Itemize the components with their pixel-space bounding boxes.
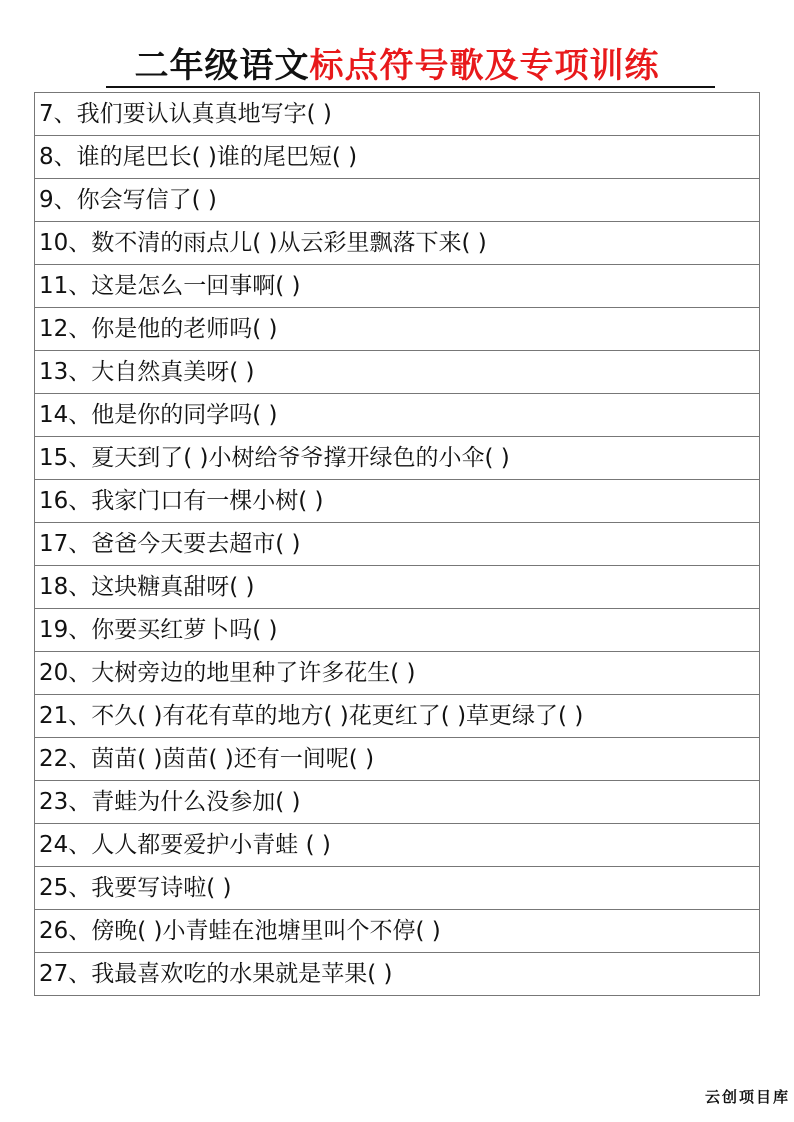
- table-row: [35, 824, 760, 867]
- table-row: [35, 437, 760, 480]
- table-row: [35, 695, 760, 738]
- exercise-item: 19、你要买红萝卜吗( ): [35, 609, 760, 652]
- exercise-table: [34, 92, 760, 996]
- table-row: [35, 136, 760, 179]
- exercise-item: 27、我最喜欢吃的水果就是苹果( ): [35, 953, 760, 996]
- table-row: [35, 953, 760, 996]
- table-row: [35, 394, 760, 437]
- table-row: [35, 523, 760, 566]
- exercise-item: 17、爸爸今天要去超市( ): [35, 523, 760, 566]
- exercise-item: 24、人人都要爱护小青蛙 ( ): [35, 824, 760, 867]
- table-row: [35, 351, 760, 394]
- exercise-item: 7、我们要认认真真地写字( ): [35, 93, 760, 136]
- watermark-text: 云创项目库: [704, 1088, 790, 1106]
- table-row: [35, 308, 760, 351]
- title-topic: 标点符号歌及专项训练: [309, 46, 660, 86]
- exercise-item: 18、这块糖真甜呀( ): [35, 566, 760, 609]
- table-row: [35, 566, 760, 609]
- table-row: [35, 781, 760, 824]
- page-title: [0, 44, 794, 88]
- exercise-item: 23、青蛙为什么没参加( ): [35, 781, 760, 824]
- exercise-item: 13、大自然真美呀( ): [35, 351, 760, 394]
- title-underline: [106, 86, 715, 88]
- exercise-item: 14、他是你的同学吗( ): [35, 394, 760, 437]
- table-row: [35, 652, 760, 695]
- table-row: [35, 480, 760, 523]
- table-row: [35, 738, 760, 781]
- exercise-item: 12、你是他的老师吗( ): [35, 308, 760, 351]
- table-row: [35, 910, 760, 953]
- table-row: [35, 265, 760, 308]
- exercise-item: 16、我家门口有一棵小树( ): [35, 480, 760, 523]
- exercise-item: 21、不久( )有花有草的地方( )花更红了( )草更绿了( ): [35, 695, 760, 738]
- exercise-item: 26、傍晚( )小青蛙在池塘里叫个不停( ): [35, 910, 760, 953]
- exercise-item: 25、我要写诗啦( ): [35, 867, 760, 910]
- table-row: [35, 222, 760, 265]
- exercise-item: 15、夏天到了( )小树给爷爷撑开绿色的小伞( ): [35, 437, 760, 480]
- exercise-item: 11、这是怎么一回事啊( ): [35, 265, 760, 308]
- exercise-item: 10、数不清的雨点儿( )从云彩里飘落下来( ): [35, 222, 760, 265]
- exercise-item: 20、大树旁边的地里种了许多花生( ): [35, 652, 760, 695]
- exercise-item: 9、你会写信了( ): [35, 179, 760, 222]
- title-grade-subject: 二年级语文: [134, 46, 310, 86]
- table-row: [35, 867, 760, 910]
- table-row: [35, 93, 760, 136]
- exercise-item: 22、茵苗( )茵苗( )还有一间呢( ): [35, 738, 760, 781]
- exercise-item: 8、谁的尾巴长( )谁的尾巴短( ): [35, 136, 760, 179]
- table-row: [35, 609, 760, 652]
- table-row: [35, 179, 760, 222]
